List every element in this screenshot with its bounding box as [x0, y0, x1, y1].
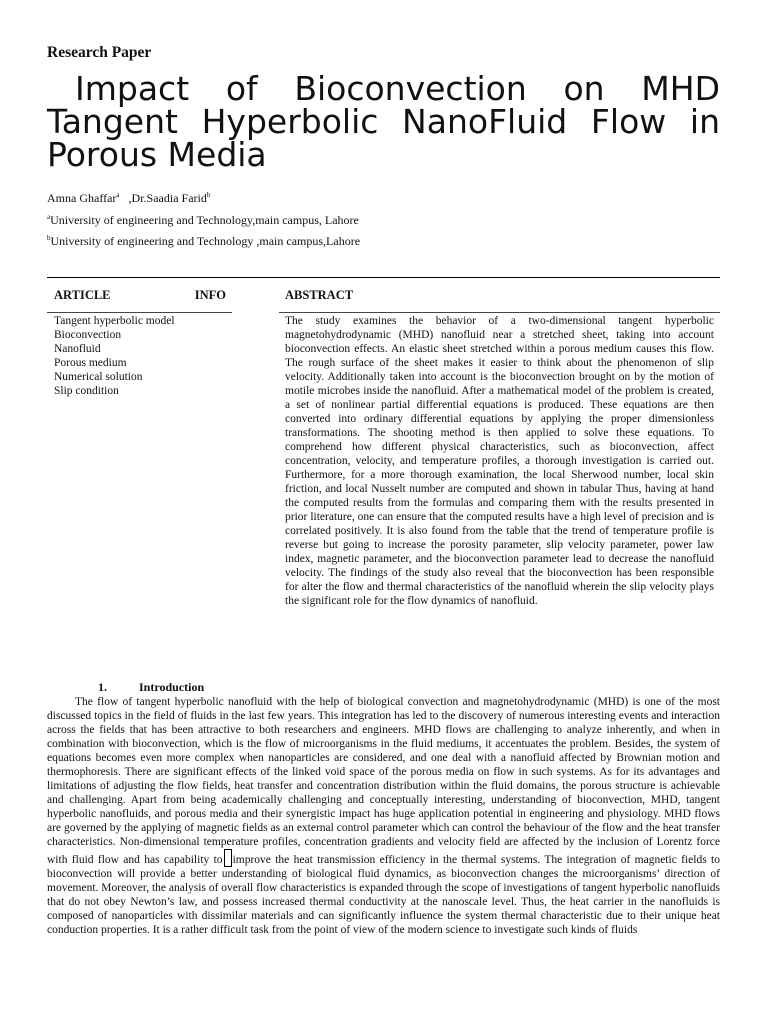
article-info-divider: [47, 312, 232, 313]
abstract-divider: [279, 312, 720, 313]
author-affiliation-mark: a: [116, 191, 120, 199]
affiliation-text: University of engineering and Technology ,main campus,Lahore: [50, 234, 361, 248]
keyword-list: [54, 314, 175, 398]
section-title: Introduction: [139, 680, 205, 694]
affiliation-mark: a: [47, 213, 51, 221]
keyword: Porous medium: [54, 357, 127, 369]
keyword: Nanofluid: [54, 343, 101, 355]
affiliation-b: [47, 234, 360, 249]
keyword: Numerical solution: [54, 371, 143, 383]
article-info-heading: [54, 288, 226, 303]
abstract-heading: ABSTRACT: [285, 288, 354, 302]
author-name: Amna Ghaffar: [47, 191, 117, 205]
author-separator: ,: [125, 191, 132, 205]
keyword: Bioconvection: [54, 329, 122, 341]
paper-title: [47, 69, 720, 174]
author-line: [47, 191, 210, 206]
keyword: Tangent hyperbolic model: [54, 315, 175, 327]
introduction-body[interactable]: [47, 695, 720, 937]
affiliation-text: University of engineering and Technology,main campus, Lahore: [50, 213, 359, 227]
affiliation-mark: b: [47, 234, 51, 242]
section-number: 1.: [98, 680, 107, 694]
intro-text-part-1: The flow of tangent hyperbolic nanofluid with the help of biological convection and magnetohydrodynamic (MHD) is one of the most discussed topics in the field of fluids in the last few years. This integration has led to the discovery of numerous interesting events and interaction across the fields that has been attractive to both researchers and engineers. MHD flows are challenging to analyze inherently, and when in combination with bioconvection, which is the flow of microorganisms in the fluid mediums, it accentuates the problem. Besides, the system of equations becomes even more complex when nanoparticles are considered, and one deal with a nanofluid affected by Brownian motion and thermophoresis. There are significant effects of the linked void space of the porous media on flow in such systems. As for its advantages and limitations of adjusting the flow fields, heat transfer and concentration distribution within the fluid domains, the porous structure is achievable and challenging. Apart from being academically challenging and conceptually interesting, understanding of bioconvection, MHD, tangent hyperbolic nanofluids, and porous media and their synergistic impact has huge application potential in engineering and physiology. MHD flows are governed by the applying of magnetic fields as an external control parameter which can control the behaviour of the flow and the heat transfer characteristics. Non-dimensional temperature profiles, concentration gradients and velocity field are affected by the inclusion of Lorentz force with fluid flow and has capability to: [47, 696, 720, 866]
keyword: Slip condition: [54, 385, 119, 397]
introduction-heading: [98, 680, 204, 695]
affiliation-a: [47, 213, 359, 228]
header-divider: [47, 277, 720, 278]
text-cursor-icon: [224, 849, 232, 867]
article-info-heading-right: INFO: [194, 288, 226, 302]
intro-text-part-2: improve the heat transmission efficiency in the thermal systems. The integration of magnetic fields to bioconvection will provide a better understanding of biological fluid dynamics, as bioconvection changes the microorganisms’ direction of movement. Moreover, the analysis of overall flow characteristics is expanded through the scope of investigations of tangent hyperbolic nanofluids that do not obey Newton’s law, and possess increased thermal conductivity at the nanoscale level. Thus, the heat carrier in the nanofluids is composed of nanoparticles with dissimilar materials and can significantly influence the system thermal characteristic due to their unique heat conduction properties. It is a rather difficult task from the point of view of the modern science to investigate such kinds of fluids: [47, 854, 720, 936]
author-affiliation-mark: b: [206, 191, 211, 199]
abstract-text[interactable]: The study examines the behavior of a two-dimensional tangent hyperbolic magnetohydrodynamic (MHD) nanofluid near a stretched sheet, taking into account bioconvection effects. An elastic sheet stretched within a porous medium causes this flow. The rough surface of the sheet makes it easier to think about the phenomenon of slip velocity. Additionally taken into account is the bioconvection brought on by the motion of motile microbes inside the nanofluid. After a mathematical model of the problem is created, a set of nonlinear partial differential equations is produced. These equations are then converted into ordinary differential equations by applying the proper dimensionless transformations. The shooting method is then applied to solve these equations. To comprehend how different physical characteristics, such as bioconvection, affect concentration, velocity, and temperature profiles, a thorough investigation is carried out. Furthermore, for a more thorough examination, the local Sherwood number, local skin friction, and local Nusselt number are computed and shown in tabular Thus, having at hand the computed results from the formulas and comparing them with the results presented in prior literature, one can ensure that the computed results have a high level of precision and is correlated positively. It is also found from the table that the trend of temperature profile is reverse but going to increase the porosity parameter, slip velocity parameter, power law index, magnetic parameter, and the bioconvection parameter lead to decrease the nanofluid velocity. The findings of the study also reveal that the bioconvection has been responsible for alter the flow and thermal characteristics of the nanofluid wherein the slip velocity plays the significant role for the flow dynamics of nanofluid.: [285, 315, 714, 607]
paper-type-label: Research Paper: [47, 44, 152, 61]
paper-title-text: Impact of Bioconvection on MHD Tangent Hyperbolic NanoFluid Flow in Porous Media: [47, 69, 720, 174]
article-info-heading-left: ARTICLE: [54, 288, 111, 302]
author-name: Dr.Saadia Farid: [131, 191, 207, 205]
